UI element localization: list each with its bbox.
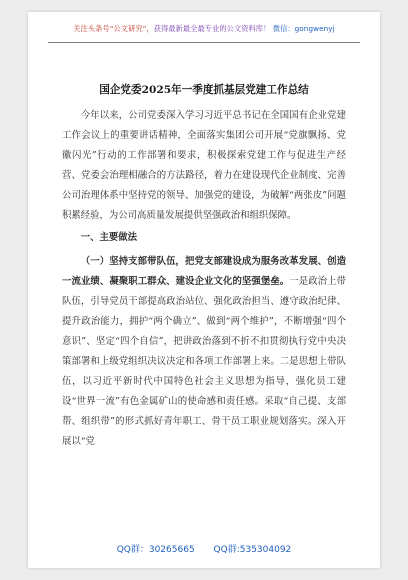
promo-banner [28, 24, 380, 34]
subsection-text: 一是政治上带队伍，引导党员干部提高政治站位、强化政治担当、遵守政治纪律、提升政治能力，拥护“两个确立”、做到“两个维护”，不断增强“四个意识”、坚定“四个自信”，把讲政治落到不折不扣贯彻执行党中央决策部署和上级党组织决议决定和各项工作部署上来。二是思想上带队伍，以习近平新时代中国特色社会主义思想为指导，强化员工建设“世界一流”有色金属矿山的使命感和责任感。采取“自己提、支部帮、组织带”的形式抓好青年职工、骨干员工职业规划落实。深入开展以“党 [62, 276, 346, 447]
footer-qq-group-2: QQ群:535304092 [213, 545, 292, 555]
subsection-paragraph [62, 252, 346, 452]
banner-wechat-text: 微信：gongwenyj [272, 24, 335, 33]
document-page [28, 12, 380, 568]
footer-qq-group-1: QQ群：30265665 [116, 545, 195, 555]
header-divider [48, 42, 360, 43]
banner-promo-text: 获得最新最全最专业的公文资料库！ [153, 24, 271, 33]
subsection-heading: （一）坚持支部带队伍，把党支部建设成为服务改革发展、创造一流业绩、凝聚职工群众、建设企业文化的坚强堡垒。 [62, 256, 346, 287]
document-title: 国企党委2025年一季度抓基层党建工作总结 [99, 84, 309, 96]
document-body [62, 106, 346, 452]
intro-paragraph: 今年以来，公司党委深入学习习近平总书记在全国国有企业党建工作会议上的重要讲话精神，全面落实集团公司开展“党旗飘扬、党徽闪光”行动的工作部署和要求，积极探索党建工作与促进生产经营、党委会治理相融合的方法路径，着力在建设现代企业制度、完善公司治理体系中坚持党的领导、加强党的建设，为破解“两张皮”问题积累经验，为公司高质量发展提供坚强政治和组织保障。 [62, 110, 346, 221]
page-footer [28, 542, 380, 555]
section-heading: 一、主要做法 [80, 232, 138, 243]
banner-follow-text: 关注头条号“公文研究”， [73, 24, 154, 33]
